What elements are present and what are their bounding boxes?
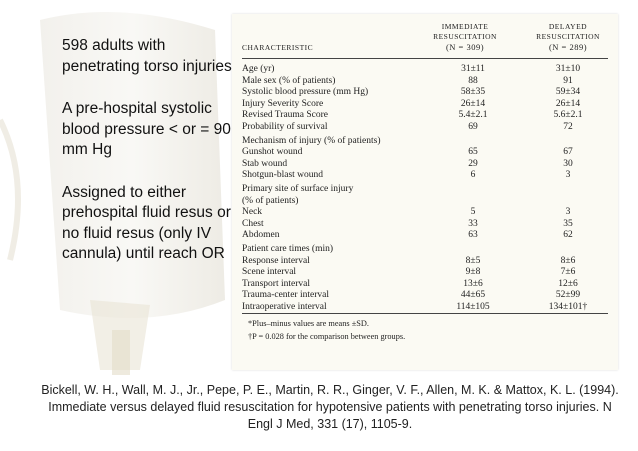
characteristics-table xyxy=(242,64,608,313)
header-delayed xyxy=(528,22,608,52)
row-delayed-value xyxy=(528,182,608,196)
header-immediate-n: (N = 309) xyxy=(445,42,485,52)
table-row xyxy=(242,87,608,99)
row-delayed-value: 30 xyxy=(563,158,573,169)
bullet-inclusion-criteria: A pre-hospital systolic blood pressure < or = 90 mm Hg xyxy=(62,100,231,158)
row-delayed-value: 35 xyxy=(563,218,573,229)
row-label: Probability of survival xyxy=(242,121,328,132)
row-label: Response interval xyxy=(242,255,310,266)
header-delayed-n: (N = 289) xyxy=(548,42,588,52)
row-immediate-value: 63 xyxy=(468,230,478,241)
row-label: Trauma-center interval xyxy=(242,290,329,301)
table-row xyxy=(242,279,608,291)
row-immediate-value: 31±11 xyxy=(461,64,485,74)
bullet-population: 598 adults with penetrating torso injuries xyxy=(62,37,232,75)
row-delayed-value: 5.6±2.1 xyxy=(553,110,583,121)
row-immediate-value: 114±105 xyxy=(456,301,490,312)
baseline-characteristics-table-panel xyxy=(232,14,618,370)
header-immediate-line1: IMMEDIATE xyxy=(441,22,489,31)
table-row xyxy=(242,267,608,279)
footnote-p-value: †P = 0.028 for the comparison between groups. xyxy=(248,332,406,341)
table-row xyxy=(242,64,608,76)
row-delayed-value: 12±6 xyxy=(558,278,578,289)
row-label: Male sex (% of patients) xyxy=(242,75,336,86)
row-delayed-value: 26±14 xyxy=(555,98,581,109)
row-immediate-value: 9±8 xyxy=(465,267,481,278)
row-immediate-value xyxy=(418,134,528,148)
table-row xyxy=(242,170,608,182)
table-row xyxy=(242,134,608,148)
table-row xyxy=(242,122,608,134)
header-delayed-line1: DELAYED xyxy=(548,22,588,31)
row-immediate-value: 88 xyxy=(468,75,478,86)
row-label: Abdomen xyxy=(242,230,280,241)
row-delayed-value: 91 xyxy=(563,75,573,86)
row-label: Scene interval xyxy=(242,267,297,278)
row-delayed-value: 7±6 xyxy=(560,267,576,278)
row-label: Systolic blood pressure (mm Hg) xyxy=(242,87,369,98)
row-label: (% of patients) xyxy=(242,195,299,206)
row-label: Patient care times (min) xyxy=(242,243,334,254)
table-row xyxy=(242,219,608,231)
table-row xyxy=(242,256,608,268)
table-row xyxy=(242,76,608,88)
row-immediate-value xyxy=(418,182,528,196)
row-label: Age (yr) xyxy=(242,64,275,74)
row-label: Injury Severity Score xyxy=(242,98,324,109)
row-delayed-value: 8±6 xyxy=(560,255,576,266)
table-row xyxy=(242,290,608,302)
row-delayed-value xyxy=(528,242,608,256)
row-immediate-value: 6 xyxy=(470,170,476,181)
table-bottom-rule xyxy=(242,313,608,314)
row-delayed-value: 3 xyxy=(565,207,571,218)
row-delayed-value: 134±101† xyxy=(548,301,588,312)
table-row xyxy=(242,230,608,242)
row-immediate-value: 58±35 xyxy=(460,87,486,98)
row-label: Primary site of surface injury xyxy=(242,183,354,194)
table-row xyxy=(242,196,608,208)
footnote-sd: *Plus–minus values are means ±SD. xyxy=(248,319,369,328)
table-row xyxy=(242,182,608,196)
row-immediate-value xyxy=(418,196,528,208)
row-immediate-value: 26±14 xyxy=(460,98,486,109)
row-delayed-value: 62 xyxy=(563,230,573,241)
header-delayed-line2: RESUSCITATION xyxy=(536,32,600,41)
row-label: Chest xyxy=(242,218,264,229)
row-delayed-value: 72 xyxy=(563,121,573,132)
row-immediate-value: 5 xyxy=(470,207,476,218)
table-row xyxy=(242,159,608,171)
row-delayed-value: 3 xyxy=(565,170,571,181)
row-label: Revised Trauma Score xyxy=(242,110,329,121)
row-immediate-value: 65 xyxy=(468,147,478,158)
row-label: Stab wound xyxy=(242,158,288,169)
row-label: Transport interval xyxy=(242,278,310,289)
header-immediate xyxy=(410,22,520,52)
row-label: Intraoperative interval xyxy=(242,301,327,312)
header-immediate-line2: RESUSCITATION xyxy=(433,32,497,41)
row-label: Mechanism of injury (% of patients) xyxy=(242,135,381,146)
table-row xyxy=(242,207,608,219)
citation: Bickell, W. H., Wall, M. J., Jr., Pepe, P. E., Martin, R. R., Ginger, V. F., Allen, M. K. & Mattox, K. L. (1994). Immediate versus delayed fluid resuscitation for hypotensive patients with penetrating torso injuries. N Engl J Med, 331 (17), 1105-9. xyxy=(41,383,619,431)
row-immediate-value: 69 xyxy=(468,121,478,132)
table-row xyxy=(242,110,608,122)
row-immediate-value: 13±6 xyxy=(463,278,483,289)
row-immediate-value: 44±65 xyxy=(460,290,486,301)
table-row xyxy=(242,147,608,159)
row-immediate-value: 29 xyxy=(468,158,478,169)
table-row xyxy=(242,242,608,256)
table-row xyxy=(242,99,608,111)
row-label: Shotgun-blast wound xyxy=(242,170,324,181)
row-delayed-value: 59±34 xyxy=(555,87,581,98)
row-immediate-value: 5.4±2.1 xyxy=(458,110,488,121)
row-delayed-value: 52±99 xyxy=(555,290,581,301)
row-label: Gunshot wound xyxy=(242,147,303,158)
header-rule xyxy=(242,58,608,59)
header-characteristic: CHARACTERISTIC xyxy=(242,43,314,52)
row-delayed-value xyxy=(528,196,608,208)
row-immediate-value xyxy=(418,242,528,256)
row-delayed-value xyxy=(528,134,608,148)
bullet-intervention: Assigned to either prehospital fluid resus or no fluid resus (only IV cannula) until reach OR xyxy=(62,183,231,262)
row-delayed-value: 31±10 xyxy=(555,64,581,74)
row-immediate-value: 8±5 xyxy=(465,255,481,266)
row-immediate-value: 33 xyxy=(468,218,478,229)
row-delayed-value: 67 xyxy=(563,147,573,158)
row-label: Neck xyxy=(242,207,263,218)
summary-bullets xyxy=(62,36,232,287)
table-row xyxy=(242,302,608,314)
